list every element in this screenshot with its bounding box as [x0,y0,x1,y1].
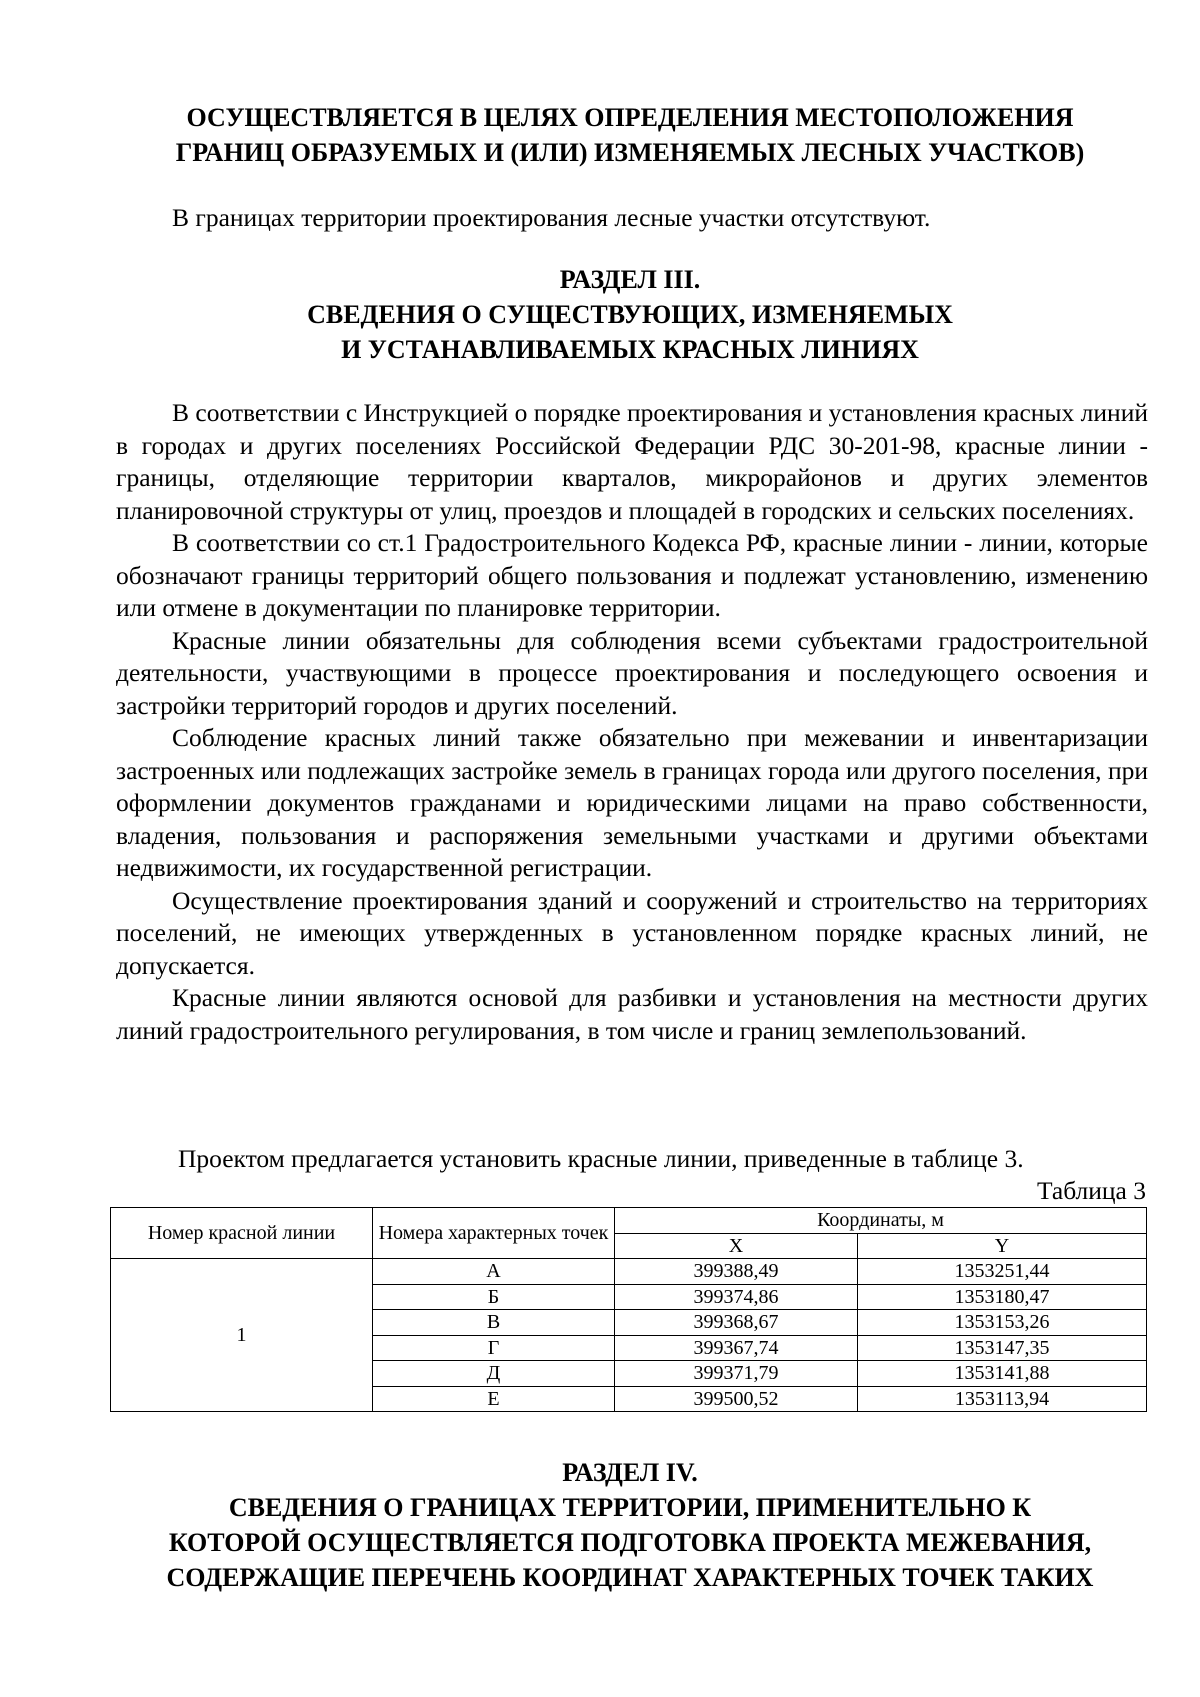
point-cell: Е [373,1386,615,1412]
point-cell: А [373,1259,615,1285]
section-4-heading [110,1455,1150,1595]
paragraph: Осуществление проектирования зданий и сооружений и строительство на территориях поселений, не имеющих утвержденных в установленном порядке красных линий, не допускается. [116,885,1148,980]
x-cell: 399500,52 [615,1386,858,1412]
table-caption: Таблица 3 [1036,1176,1146,1205]
proposal-line: Проектом предлагается установить красные линии, приведенные в таблице 3. [178,1144,1024,1173]
y-cell: 1353251,44 [858,1259,1147,1285]
point-cell: Б [373,1284,615,1310]
section-4-title: РАЗДЕЛ IV. [562,1458,698,1487]
point-cell: Г [373,1335,615,1361]
header-coords: Координаты, м [615,1208,1147,1234]
body-text [116,397,1148,1047]
header-line-number: Номер красной линии [111,1208,373,1259]
x-cell: 399368,67 [615,1310,858,1336]
forest-note: В границах территории проектирования лесные участки отсутствуют. [172,203,931,232]
section-3-subtitle-line: И УСТАНАВЛИВАЕМЫХ КРАСНЫХ ЛИНИЯХ [341,335,919,364]
section-3-heading [110,262,1150,367]
top-heading-line: ОСУЩЕСТВЛЯЕТСЯ В ЦЕЛЯХ ОПРЕДЕЛЕНИЯ МЕСТОПОЛОЖЕНИЯ [186,103,1074,132]
paragraph: Красные линии являются основой для разбивки и установления на местности других линий градостроительного регулирования, в том числе и границ землепользований. [116,983,1148,1045]
header-points: Номера характерных точек [373,1208,615,1259]
section-4-subtitle-line: СВЕДЕНИЯ О ГРАНИЦАХ ТЕРРИТОРИИ, ПРИМЕНИТЕЛЬНО К [228,1493,1032,1522]
y-cell: 1353180,47 [858,1284,1147,1310]
x-cell: 399371,79 [615,1361,858,1387]
header-y: Y [858,1233,1147,1259]
table-header-row [111,1208,1147,1234]
y-cell: 1353113,94 [858,1386,1147,1412]
paragraph: Соблюдение красных линий также обязательно при межевании и инвентаризации застроенных или подлежащих застройке земель в границах города или другого поселения, при оформлении документов гражданами и юридическими лицами на право собственности, владения, пользования и распоряжения земельными участками и другими объектами недвижимости, их государственной регистрации. [116,723,1148,882]
paragraph: Красные линии обязательны для соблюдения всеми субъектами градостроительной деятельности, участвующими в процессе проектирования и последующего освоения и застройки территорий городов и других поселений. [116,625,1148,720]
top-heading-line: ГРАНИЦ ОБРАЗУЕМЫХ И (ИЛИ) ИЗМЕНЯЕМЫХ ЛЕСНЫХ УЧАСТКОВ) [175,138,1085,167]
table-row [111,1259,1147,1285]
x-cell: 399367,74 [615,1335,858,1361]
paragraph: В соответствии со ст.1 Градостроительного Кодекса РФ, красные линии - линии, которые обозначают границы территорий общего пользования и подлежат установлению, изменению или отмене в документации по планировке территории. [116,528,1148,622]
top-heading [110,100,1150,170]
y-cell: 1353153,26 [858,1310,1147,1336]
header-x: X [615,1233,858,1259]
section-4-subtitle-line: КОТОРОЙ ОСУЩЕСТВЛЯЕТСЯ ПОДГОТОВКА ПРОЕКТА МЕЖЕВАНИЯ, [168,1528,1092,1557]
x-cell: 399374,86 [615,1284,858,1310]
section-3-title: РАЗДЕЛ III. [559,265,701,294]
section-4-subtitle-line: СОДЕРЖАЩИЕ ПЕРЕЧЕНЬ КООРДИНАТ ХАРАКТЕРНЫХ ТОЧЕК ТАКИХ [166,1563,1094,1592]
y-cell: 1353147,35 [858,1335,1147,1361]
point-cell: Д [373,1361,615,1387]
point-cell: В [373,1310,615,1336]
y-cell: 1353141,88 [858,1361,1147,1387]
line-number-cell: 1 [111,1259,373,1412]
paragraph: В соответствии с Инструкцией о порядке проектирования и установления красных линий в городах и других поселениях Российской Федерации РДС 30-201-98, красные линии - границы, отделяющие территории кварталов, микрорайонов и других элементов планировочной структуры от улиц, проездов и площадей в городских и сельских поселениях. [116,398,1148,525]
section-3-subtitle-line: СВЕДЕНИЯ О СУЩЕСТВУЮЩИХ, ИЗМЕНЯЕМЫХ [307,300,953,329]
x-cell: 399388,49 [615,1259,858,1285]
red-lines-table [110,1207,1147,1412]
